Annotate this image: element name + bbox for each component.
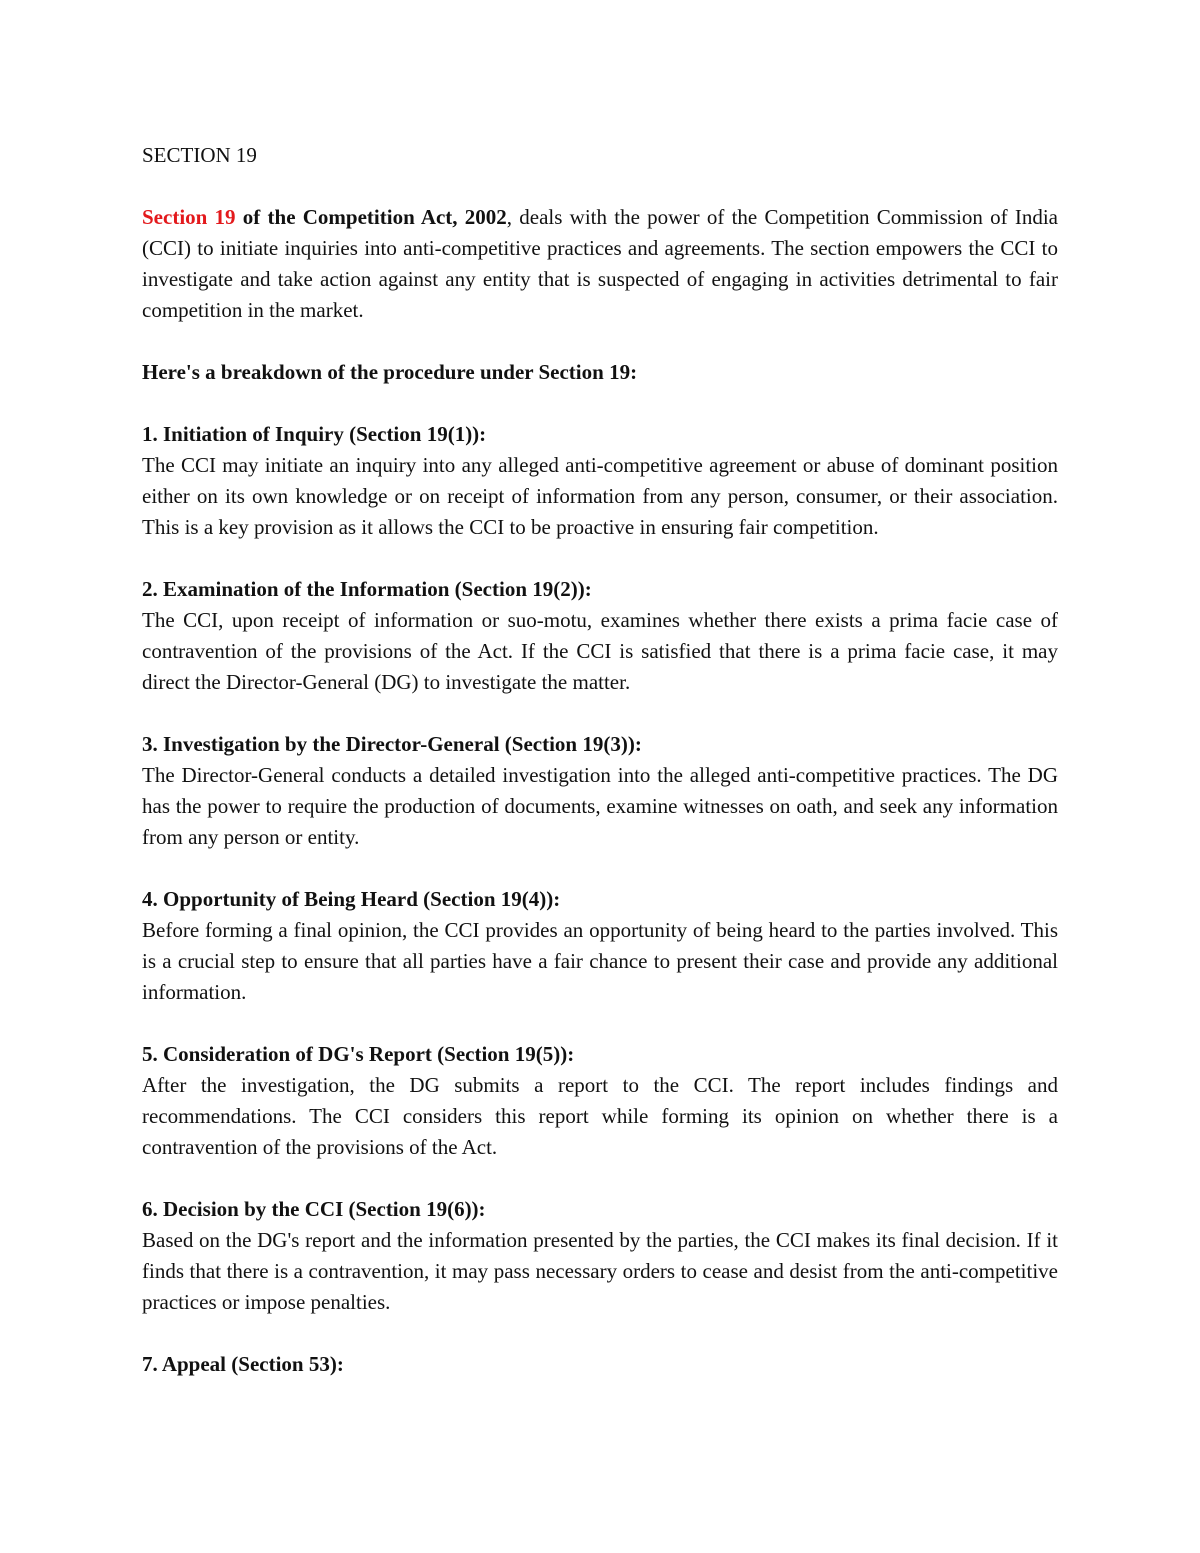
step-heading: 5. Consideration of DG's Report (Section 19(5)): [142,1042,575,1066]
step-6 [142,1194,1058,1318]
intro-paragraph [142,202,1058,326]
step-heading: 2. Examination of the Information (Section 19(2)): [142,577,592,601]
step-heading: 4. Opportunity of Being Heard (Section 19(4)): [142,887,561,911]
step-body: The CCI may initiate an inquiry into any alleged anti-competitive agreement or abuse of dominant position either on its own knowledge or on receipt of information from any person, consumer, or their association. This is a key provision as it allows the CCI to be proactive in ensuring fair competition. [142,453,1058,539]
document-title: SECTION 19 [142,143,257,167]
step-heading: 6. Decision by the CCI (Section 19(6)): [142,1197,486,1221]
step-5 [142,1039,1058,1163]
step-3 [142,729,1058,853]
procedure-lead: Here's a breakdown of the procedure under Section 19: [142,360,638,384]
step-body: Before forming a final opinion, the CCI provides an opportunity of being heard to the parties involved. This is a crucial step to ensure that all parties have a fair chance to present their case and provide any additional information. [142,918,1058,1004]
document-page [142,140,1058,1380]
intro-text: , deals with the power of the Competition Commission of India (CCI) to initiate inquiries into anti-competitive practices and agreements. The section empowers the CCI to investigate and take action against any entity that is suspected of engaging in activities detrimental to fair competition in the market. [142,205,1058,322]
act-reference: of the Competition Act, 2002 [235,205,507,229]
step-2 [142,574,1058,698]
step-heading: 1. Initiation of Inquiry (Section 19(1)): [142,422,487,446]
step-body: Based on the DG's report and the information presented by the parties, the CCI makes its final decision. If it finds that there is a contravention, it may pass necessary orders to cease and desist from the anti-competitive practices or impose penalties. [142,1228,1058,1314]
step-heading: 3. Investigation by the Director-General (Section 19(3)): [142,732,642,756]
step-body: After the investigation, the DG submits a report to the CCI. The report includes findings and recommendations. The CCI considers this report while forming its opinion on whether there is a contravention of the provisions of the Act. [142,1073,1058,1159]
step-heading: 7. Appeal (Section 53): [142,1352,344,1376]
step-body: The CCI, upon receipt of information or suo-motu, examines whether there exists a prima facie case of contravention of the provisions of the Act. If the CCI is satisfied that there is a prima facie case, it may direct the Director-General (DG) to investigate the matter. [142,608,1058,694]
section-reference: Section 19 [142,205,236,229]
step-4 [142,884,1058,1008]
step-body: The Director-General conducts a detailed investigation into the alleged anti-competitive practices. The DG has the power to require the production of documents, examine witnesses on oath, and seek any information from any person or entity. [142,763,1058,849]
step-1 [142,419,1058,543]
step-7 [142,1349,1058,1380]
